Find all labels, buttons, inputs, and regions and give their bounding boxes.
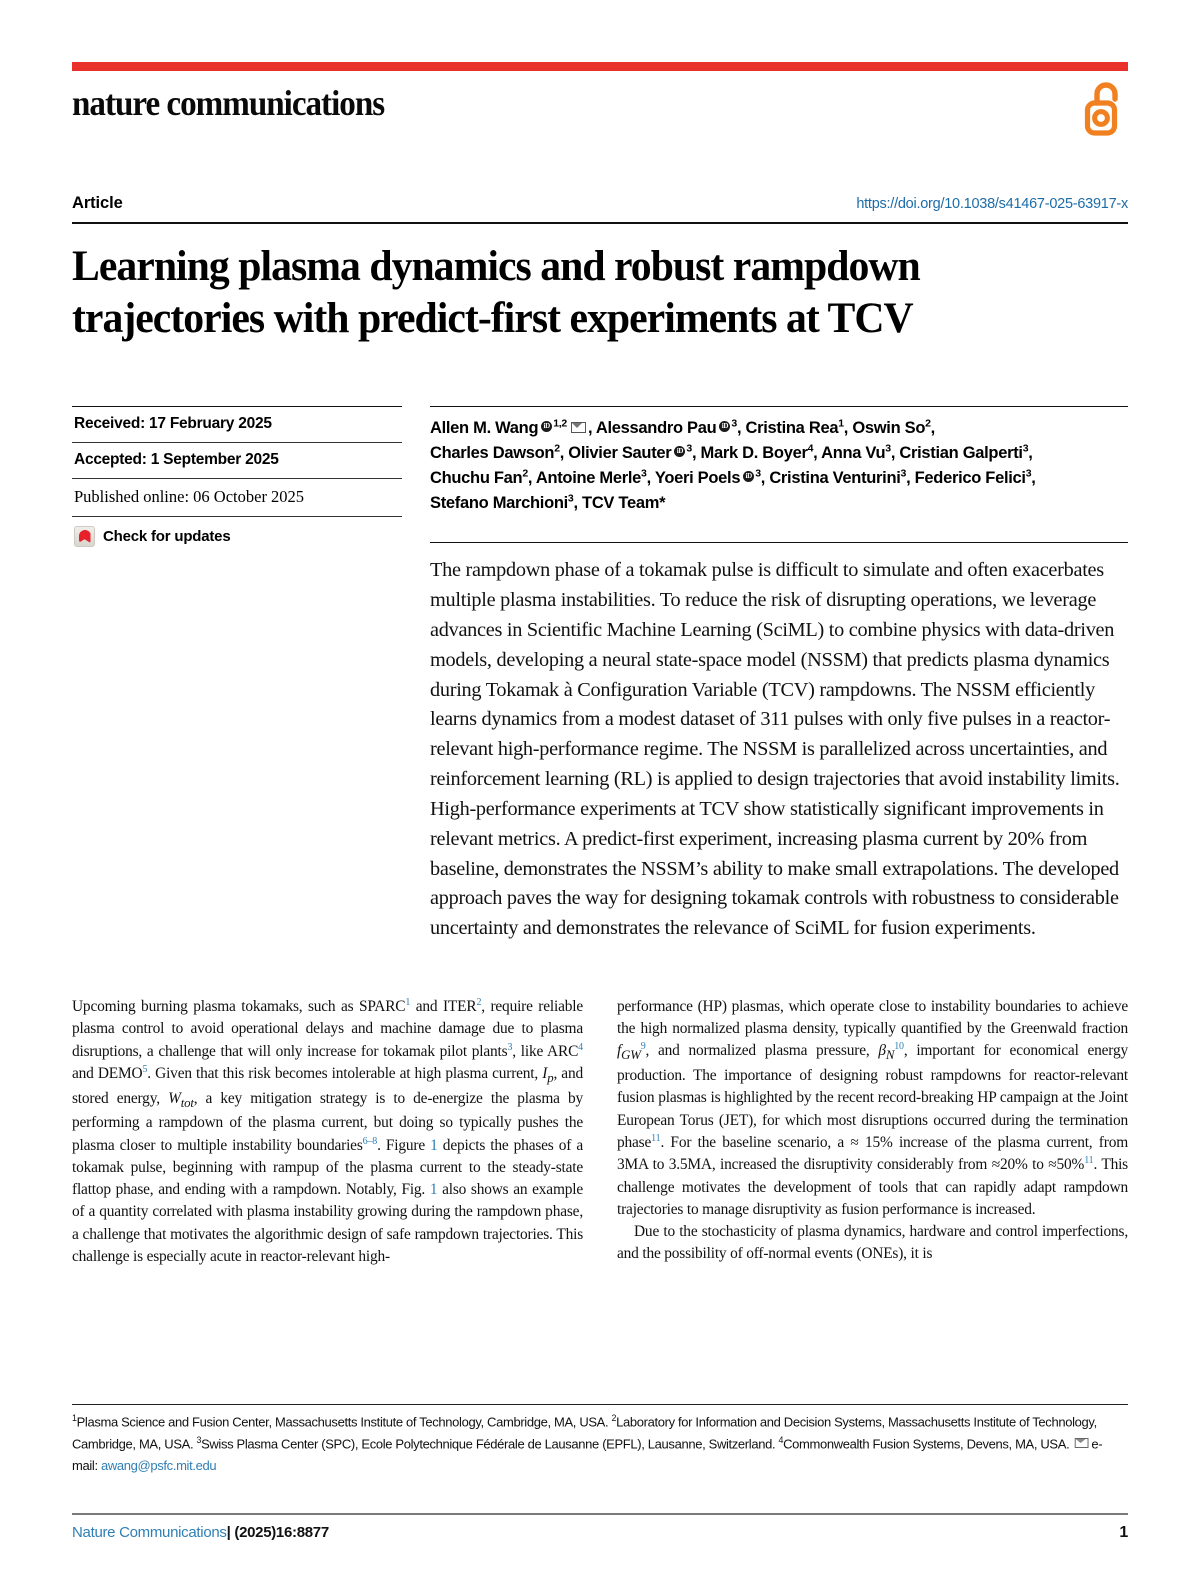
- author-line-3: [430, 466, 1128, 491]
- affiliation-text: Laboratory for Information and Decision Systems, Massachusetts Institute of Technology, Cambridge, MA, USA.: [72, 1414, 1097, 1452]
- author-name: , Mark D. Boyer: [691, 443, 808, 462]
- affiliation-marker: 3: [900, 467, 907, 480]
- author-name: , Yoeri Poels: [646, 469, 741, 488]
- received-date: Received: 17 February 2025: [74, 414, 272, 432]
- text-run: . Figure: [377, 1136, 431, 1154]
- affiliation-marker: 2: [554, 442, 560, 455]
- orcid-id-icon[interactable]: [743, 471, 754, 482]
- body-column-left: [72, 996, 583, 1268]
- affiliations-divider: [72, 1404, 1128, 1405]
- check-for-updates-button[interactable]: [72, 517, 402, 547]
- figure-ref[interactable]: 1: [429, 1181, 438, 1199]
- text-run: . For the baseline scenario, a ≈ 15% increase of the plasma current, from 3MA to 3.5MA, increased the disruptivity considerably from ≈20% to ≈50%: [617, 1134, 1128, 1174]
- author-list: [430, 407, 1128, 516]
- affiliation-text: Swiss Plasma Center (SPC), Ecole Polytechnique Fédérale de Lausanne (EPFL), Lausanne, Switzerland.: [201, 1436, 779, 1452]
- email-link[interactable]: awang@psfc.mit.edu: [100, 1457, 217, 1473]
- citation-ref[interactable]: 2: [476, 996, 482, 1008]
- figure-ref[interactable]: 1: [430, 1136, 438, 1154]
- author-name: Charles Dawson: [430, 443, 555, 462]
- author-name: , Cristian Galperti: [890, 443, 1023, 462]
- page-title: Learning plasma dynamics and robust rampdown trajectories with predict-first experiments at TCV: [72, 243, 920, 343]
- text-run: and ITER: [410, 998, 477, 1016]
- affiliation-marker: 3: [641, 467, 647, 480]
- affiliation-marker: 1: [72, 1413, 77, 1423]
- page-footer: [72, 1524, 1128, 1542]
- math-symbol: W: [168, 1089, 181, 1107]
- citation-ref[interactable]: 6–8: [362, 1135, 378, 1147]
- author-separator: ,: [1028, 443, 1033, 462]
- email-label: e-mail:: [72, 1436, 1103, 1473]
- citation-ref[interactable]: 11: [651, 1132, 661, 1144]
- citation-ref[interactable]: 1: [405, 996, 411, 1008]
- citation-ref[interactable]: 3: [507, 1041, 513, 1053]
- author-name: , Antoine Merle: [527, 469, 642, 488]
- citation-ref[interactable]: 4: [578, 1041, 583, 1053]
- text-run: and DEMO: [72, 1065, 143, 1083]
- author-group-name: , TCV Team*: [573, 494, 666, 513]
- affiliation-marker: 3: [755, 467, 761, 480]
- citation-ref[interactable]: 9: [640, 1041, 646, 1053]
- author-name: Chuchu Fan: [430, 469, 523, 488]
- affiliation-marker: 3: [567, 492, 574, 505]
- journal-logo: nature communications: [72, 83, 385, 123]
- text-run: . This challenge motivates the development of tools that can rapidly adapt rampdown trajectories to manage disruptivity as fusion performance is increased.: [617, 1156, 1128, 1218]
- footer-citation: | (2025)16:8877: [226, 1524, 329, 1541]
- affiliation-marker: 4: [807, 442, 814, 455]
- math-subscript: N: [885, 1048, 895, 1063]
- citation-ref[interactable]: 10: [894, 1041, 904, 1053]
- affiliation-marker: 3: [196, 1434, 202, 1445]
- math-subscript: GW: [621, 1048, 641, 1063]
- author-name: , Anna Vu: [813, 443, 886, 462]
- text-run: , a key mitigation strategy is to de-energize the plasma by performing a rampdown of the plasma current, but doing so typically pushes the plasma closer to multiple instability boundaries: [72, 1089, 583, 1154]
- article-type-label: Article: [72, 194, 123, 212]
- citation-ref[interactable]: 11: [1084, 1155, 1094, 1167]
- math-symbol: I: [542, 1065, 548, 1083]
- text-run: Upcoming burning plasma tokamaks, such as SPARC: [72, 998, 406, 1016]
- affiliation-marker: 3: [1025, 467, 1032, 480]
- doi-link[interactable]: https://doi.org/10.1038/s41467-025-63917-x: [856, 196, 1128, 212]
- text-run: , important for economical energy production. The importance of designing robust rampdowns for reactor-relevant fusion plasmas is highlighted by the recent record-breaking HP campaign at the Joint European Torus (JET), for which most disruptions occurred during the termination phase: [617, 1042, 1128, 1152]
- math-symbol: f: [617, 1042, 622, 1060]
- author-separator: ,: [1031, 469, 1036, 488]
- text-run: , and normalized plasma pressure,: [645, 1042, 879, 1060]
- affiliation-marker: 2: [925, 417, 931, 430]
- orcid-id-icon[interactable]: [674, 446, 685, 457]
- math-symbol: β: [878, 1042, 886, 1060]
- published-date: Published online: 06 October 2025: [74, 486, 305, 506]
- affiliation-text: Plasma Science and Fusion Center, Massachusetts Institute of Technology, Cambridge, MA, USA.: [76, 1414, 612, 1430]
- footer-journal-name: Nature Communications: [72, 1524, 227, 1541]
- affiliation-text: Commonwealth Fusion Systems, Devens, MA, USA.: [783, 1436, 1073, 1452]
- page-number: 1: [1119, 1524, 1128, 1541]
- affiliation-marker: 3: [731, 417, 737, 430]
- masthead: [72, 85, 1128, 142]
- affiliation-marker: 1,2: [553, 417, 567, 430]
- paragraph: [72, 996, 583, 1268]
- title-divider: [72, 222, 1128, 224]
- affiliations-block: [72, 1411, 1112, 1476]
- body-column-right: [617, 996, 1128, 1266]
- author-line-2: [430, 441, 1128, 466]
- author-line-1: [430, 416, 1128, 441]
- author-name: Allen M. Wang: [430, 418, 539, 437]
- open-access-lock-icon: [1084, 81, 1126, 142]
- orcid-id-icon[interactable]: [541, 421, 552, 432]
- footer-divider: [72, 1513, 1128, 1515]
- orcid-id-icon[interactable]: [719, 421, 730, 432]
- author-name: , Cristina Rea: [736, 418, 839, 437]
- header-columns: [72, 406, 1128, 944]
- affiliation-marker: 1: [838, 417, 844, 430]
- author-line-4: [430, 491, 1128, 516]
- math-subscript: tot: [180, 1095, 194, 1110]
- author-block-wrapper: [430, 406, 1128, 944]
- accepted-date: Accepted: 1 September 2025: [74, 450, 279, 468]
- abstract-text: The rampdown phase of a tokamak pulse is difficult to simulate and often exacerbates multiple plasma instabilities. To reduce the risk of disrupting operations, we leverage advances in Scientific Machine Learning (SciML) to combine physics with data-driven models, developing a neural state-space model (NSSM) that predicts plasma dynamics during Tokamak à Configuration Variable (TCV) rampdowns. The NSSM efficiently learns dynamics from a modest dataset of 311 pulses with only five pulses in a reactor-relevant high-performance regime. The NSSM is parallelized across uncertainties, and reinforcement learning (RL) is applied to design trajectories that avoid instability limits. High-performance experiments at TCV show statistically significant improvements in relevant metrics. A predict-first experiment, increasing plasma current by 20% from baseline, demonstrates the NSSM’s ability to make small extrapolations. The developed approach paves the way for designing tokamak controls with robustness to considerable uncertainty and demonstrates the relevance of SciML for fusion experiments.: [430, 559, 1120, 940]
- envelope-icon[interactable]: [571, 422, 586, 433]
- text-run: performance (HP) plasmas, which operate close to instability boundaries to achieve the high normalized plasma density, typically quantified by the Greenwald fraction: [617, 997, 1128, 1038]
- text-run: depicts the phases of a tokamak pulse, beginning with rampup of the plasma current to the steady-state flattop phase, and ending with a rampdown. Notably, Fig.: [72, 1136, 584, 1199]
- author-name: Stefano Marchioni: [430, 494, 568, 513]
- math-subscript: p: [547, 1071, 554, 1086]
- text-run: , and stored energy,: [72, 1065, 583, 1107]
- author-name: , Oswin So: [843, 418, 926, 437]
- article-type-row: [72, 194, 1128, 213]
- paragraph: [617, 996, 1128, 1221]
- text-run: . Given that this risk becomes intolerable at high plasma current,: [147, 1065, 543, 1083]
- envelope-icon: [1075, 1438, 1089, 1449]
- author-name: , Federico Felici: [906, 469, 1026, 488]
- author-name: , Olivier Sauter: [559, 443, 672, 462]
- affiliation-marker: 4: [778, 1434, 784, 1445]
- text-run: , like ARC: [512, 1042, 579, 1060]
- body-columns: [72, 996, 1128, 1268]
- footer-citation-group: [72, 1524, 329, 1541]
- publication-history: [72, 406, 402, 547]
- paragraph: Due to the stochasticity of plasma dynamics, hardware and control imperfections, and the possibility of off-normal events (ONEs), it is: [617, 1223, 1128, 1263]
- author-name: , Cristina Venturini: [760, 469, 901, 488]
- check-for-updates-label: Check for updates: [103, 527, 231, 545]
- crossmark-badge-icon: [74, 526, 95, 547]
- affiliation-marker: 3: [686, 442, 692, 455]
- affiliation-marker: 3: [1022, 442, 1029, 455]
- text-run: also shows an example of a quantity correlated with plasma instability growing during the rampdown phase, a challenge that motivates the algorithmic design of safe rampdown trajectories. This challenge is especially acute in reactor-relevant high-: [72, 1181, 583, 1265]
- text-run: , require reliable plasma control to avoid operational delays and machine damage due to plasma disruptions, a challenge that will only increase for tokamak pilot plants: [72, 998, 583, 1060]
- affiliation-marker: 2: [611, 1413, 617, 1423]
- brand-rule: [72, 62, 1128, 71]
- author-name: , Alessandro Pau: [587, 418, 717, 437]
- affiliation-marker: 3: [885, 442, 891, 455]
- author-separator: ,: [930, 418, 935, 437]
- affiliation-marker: 2: [522, 467, 528, 480]
- citation-ref[interactable]: 5: [142, 1063, 148, 1075]
